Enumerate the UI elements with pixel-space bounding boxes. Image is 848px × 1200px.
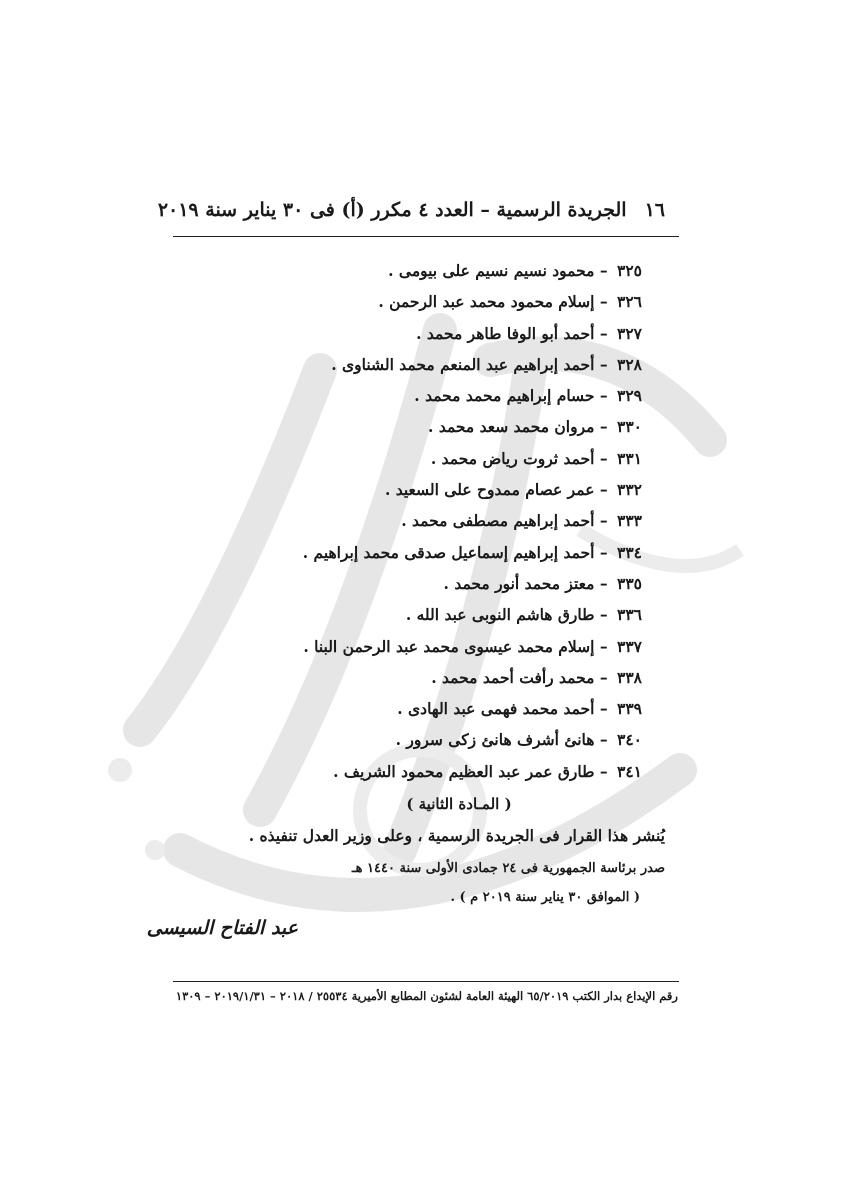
list-item: [303, 762, 642, 793]
list-item-separator: –: [599, 667, 614, 687]
list-item-name: أحمد إبراهيم عبد المنعم محمد الشناوى .: [331, 354, 595, 374]
list-item-number: ٣٣٩: [617, 699, 642, 719]
list-item-separator: –: [599, 730, 614, 750]
list-item: [303, 511, 642, 542]
list-item-separator: –: [599, 386, 614, 406]
list-item-name: إسلام محمود محمد عبد الرحمن .: [378, 292, 595, 312]
list-item-separator: –: [599, 292, 614, 312]
list-item-separator: –: [599, 605, 614, 625]
list-item: [303, 449, 642, 480]
list-item: [303, 355, 642, 386]
list-item-number: ٣٣٠: [617, 417, 642, 437]
footer-deposit-info: رقم الإيداع بدار الكتب ٦٥/٢٠١٩ الهيئة العامة لشئون المطابع الأميرية ٢٥٥٣٤ / ٢٠١٨ – ٢٠١٩/١/٣١ – ١٣٠٩: [175, 989, 678, 1003]
list-item-number: ٣٣٢: [617, 480, 642, 500]
footer-divider: [173, 981, 679, 982]
names-list: [303, 261, 642, 793]
list-item-number: ٣٣١: [617, 448, 642, 468]
list-item: [303, 386, 642, 417]
list-item: [303, 730, 642, 761]
list-item-separator: –: [599, 323, 614, 343]
list-item-separator: –: [599, 261, 614, 280]
list-item-number: ٣٣٣: [617, 511, 642, 531]
list-item: [303, 480, 642, 511]
list-item-separator: –: [599, 761, 614, 781]
list-item-name: أحمد إبراهيم مصطفى محمد .: [401, 511, 595, 531]
list-item-separator: –: [599, 417, 614, 437]
list-item-separator: –: [599, 354, 614, 374]
list-item-name: معتز محمد أنور محمد .: [443, 573, 595, 593]
list-item-name: محمود نسيم نسيم على بيومى .: [388, 261, 595, 280]
list-item-number: ٣٢٨: [617, 354, 642, 374]
list-item-number: ٣٢٧: [617, 323, 642, 343]
list-item-name: إسلام محمد عيسوى محمد عبد الرحمن البنا .: [303, 636, 595, 656]
list-item-name: محمد رأفت أحمد محمد .: [431, 667, 595, 687]
list-item-number: ٣٣٦: [617, 605, 642, 625]
list-item-separator: –: [599, 480, 614, 500]
list-item: [303, 668, 642, 699]
list-item-number: ٣٣٥: [617, 573, 642, 593]
list-item: [303, 543, 642, 574]
list-item: [303, 324, 642, 355]
header-title: الجريدة الرسمية – العدد ٤ مكرر (أ) فى ٣٠ يناير سنة ٢٠١٩: [157, 199, 627, 221]
list-item-name: هانئ أشرف هانئ زكى سرور .: [395, 730, 595, 750]
list-item: [303, 292, 642, 323]
list-item-name: طارق عمر عبد العظيم محمود الشريف .: [333, 761, 595, 781]
list-item-separator: –: [599, 573, 614, 593]
header-divider: [173, 236, 679, 237]
list-item: [303, 261, 642, 292]
list-item-number: ٣٢٥: [617, 261, 642, 280]
article-title-text: ( المـادة الثانية ): [406, 795, 512, 813]
list-item-name: أحمد محمد فهمى عبد الهادى .: [397, 699, 595, 719]
article-title: [0, 795, 848, 813]
list-item-separator: –: [599, 511, 614, 531]
list-item-separator: –: [599, 542, 614, 562]
list-item-name: مروان محمد سعد محمد .: [428, 417, 595, 437]
list-item-number: ٣٢٩: [617, 386, 642, 406]
list-item-separator: –: [599, 448, 614, 468]
signature: عبد الفتاح السيسى: [146, 917, 298, 939]
list-item-number: ٣٤١: [617, 761, 642, 781]
list-item: [303, 637, 642, 668]
list-item-number: ٣٣٤: [617, 542, 642, 562]
list-item: [303, 605, 642, 636]
list-item-name: طارق هاشم النوبى عبد الله .: [405, 605, 595, 625]
list-item-name: أحمد أبو الوفا طاهر محمد .: [416, 323, 595, 343]
publish-statement: يُنشر هذا القرار فى الجريدة الرسمية ، وعلى وزير العدل تنفيذه .: [248, 826, 665, 845]
list-item-separator: –: [599, 699, 614, 719]
corresponding-date: ( الموافق ٣٠ يناير سنة ٢٠١٩ م ) .: [450, 890, 640, 905]
list-item: [303, 417, 642, 448]
list-item-number: ٣٤٠: [617, 730, 642, 750]
issued-statement: صدر برئاسة الجمهورية فى ٢٤ جمادى الأولى سنة ١٤٤٠ هـ: [351, 861, 665, 876]
list-item-name: أحمد إبراهيم إسماعيل صدقى محمد إبراهيم .: [302, 542, 595, 562]
list-item-number: ٣٣٧: [617, 636, 642, 656]
list-item-name: حسام إبراهيم محمد محمد .: [414, 386, 595, 406]
list-item-separator: –: [599, 636, 614, 656]
list-item-number: ٣٣٨: [617, 667, 642, 687]
list-item: [303, 574, 642, 605]
list-item-number: ٣٢٦: [617, 292, 642, 312]
page-number: ١٦: [644, 199, 665, 221]
running-header: [158, 199, 665, 221]
list-item-name: عمر عصام ممدوح على السعيد .: [384, 480, 595, 500]
list-item: [303, 699, 642, 730]
list-item-name: أحمد ثروت رياض محمد .: [430, 448, 595, 468]
